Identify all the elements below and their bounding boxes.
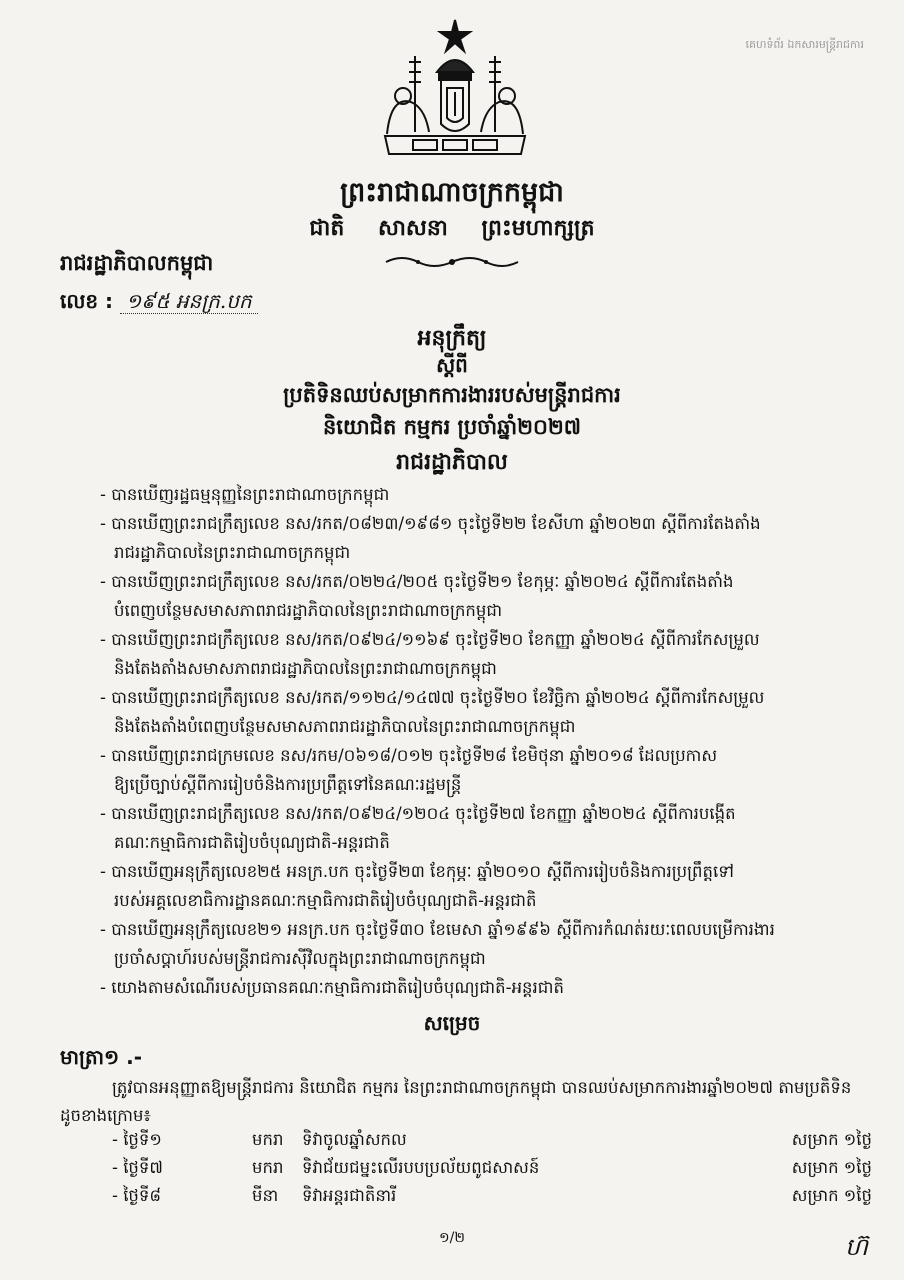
page-number: ១/២ <box>439 1230 465 1246</box>
kingdom-heading: ព្រះរាជាណាចក្រកម្ពុជា <box>340 177 564 208</box>
title-about: ស្តីពី <box>436 353 468 377</box>
handwritten-initial: ហ៊ <box>845 1233 868 1261</box>
document-type: អនុក្រឹត្យ <box>417 326 487 351</box>
holiday-name: ទិវាអន្តរជាតិនារី <box>302 1186 397 1205</box>
royal-coat-of-arms-icon <box>375 12 535 162</box>
list-item: - បានឃើញព្រះរាជក្រមលេខ នស/រកម/០៦១៨/០១២ ចុះថ្ងៃទី២៨ ខែមិថុនា ឆ្នាំ២០១៨ ដែលប្រកាស ឱ្យប្រើច្បាប់ស្តីពីការរៀបចំនិងការប្រព្រឹត្តទៅនៃគណៈរដ្ឋមន្ត្រី <box>100 746 718 794</box>
table-row <box>112 1156 872 1184</box>
list-item: - បានឃើញអនុក្រឹត្យលេខ២១ អនក្រ.បក ចុះថ្ងៃទី៣០ ខែមេសា ឆ្នាំ១៩៩៦ ស្តីពីការកំណត់រយៈពេលបម្រើការងារ ប្រចាំសប្តាហ៍របស់មន្ត្រីរាជការស៊ីវិលក្នុងព្រះរាជាណាចក្រកម្ពុជា <box>100 920 775 968</box>
considerations-list <box>100 480 870 1002</box>
list-item: - យោងតាមសំណើរបស់ប្រធានគណៈកម្មាធិការជាតិរៀបចំបុណ្យជាតិ-អន្តរជាតិ <box>100 978 564 997</box>
title-subject-line2: និយោជិត កម្មករ ប្រចាំឆ្នាំ២០២៧ <box>322 415 582 439</box>
list-item: - បានឃើញរដ្ឋធម្មនុញ្ញនៃព្រះរាជាណាចក្រកម្ពុជា <box>100 485 390 504</box>
holiday-name: ទិវាចូលឆ្នាំសកល <box>302 1130 407 1149</box>
issuing-government: រាជរដ្ឋាភិបាលកម្ពុជា <box>60 251 214 275</box>
ornament-divider-icon <box>382 254 522 270</box>
reference-value: ១៩៥ អនក្រ.បក <box>120 289 258 314</box>
list-item: - បានឃើញព្រះរាជក្រឹត្យលេខ នស/រកត/០២២៤/២០៥ ចុះថ្ងៃទី២១ ខែកុម្ភៈ ឆ្នាំ២០២៤ ស្តីពីការតែងតាំង បំពេញបន្ថែមសមាសភាពរាជរដ្ឋាភិបាលនៃព្រះរាជាណាចក្រកម្ពុជា <box>100 572 734 620</box>
list-item: - បានឃើញព្រះរាជក្រឹត្យលេខ នស/រកត/០៨២៣/១៩៨១ ចុះថ្ងៃទី២២ ខែសីហា ឆ្នាំ២០២៣ ស្តីពីការតែងតាំង រាជរដ្ឋាភិបាលនៃព្រះរាជាណាចក្រកម្ពុជា <box>100 514 761 562</box>
holiday-duration: សម្រាក ១ថ្ងៃ <box>791 1186 872 1205</box>
holiday-table <box>112 1128 872 1212</box>
reference-label: លេខ : <box>60 289 114 313</box>
decision-heading: សម្រេច <box>423 1011 481 1035</box>
title-subject-line1: ប្រតិទិនឈប់សម្រាកការងាររបស់មន្ត្រីរាជការ <box>283 383 621 407</box>
issuer-heading: រាជរដ្ឋាភិបាល <box>396 450 508 475</box>
national-motto: ជាតិ សាសនា ព្រះមហាក្សត្រ <box>309 216 595 241</box>
holiday-day: - ថ្ងៃទី១ <box>112 1130 162 1149</box>
list-item: - បានឃើញព្រះរាជក្រឹត្យលេខ នស/រកត/១១២៤/១៤៧៧ ចុះថ្ងៃទី២០ ខែវិច្ឆិកា ឆ្នាំ២០២៤ ស្តីពីការកែសម្រួល និងតែងតាំងបំពេញបន្ថែមសមាសភាពរាជរដ្ឋាភិបាលនៃព្រះរាជាណាចក្រកម្ពុជា <box>100 688 765 736</box>
holiday-duration: សម្រាក ១ថ្ងៃ <box>791 1130 872 1149</box>
reference-number <box>60 288 258 318</box>
article-body: ត្រូវបានអនុញ្ញាតឱ្យមន្ត្រីរាជការ និយោជិត កម្មករ នៃព្រះរាជាណាចក្រកម្ពុជា បានឈប់សម្រាកការងារឆ្នាំ២០២៧ តាមប្រតិទិន ដូចខាងក្រោម៖ <box>60 1078 852 1125</box>
holiday-day: - ថ្ងៃទី៨ <box>112 1186 162 1205</box>
list-item: - បានឃើញអនុក្រឹត្យលេខ២៥ អនក្រ.បក ចុះថ្ងៃទី២៣ ខែកុម្ភៈ ឆ្នាំ២០១០ ស្តីពីការរៀបចំនិងការប្រព្រឹត្តទៅ របស់អគ្គលេខាធិការដ្ឋានគណៈកម្មាធិការជាតិរៀបចំបុណ្យជាតិ-អន្តរជាតិ <box>100 862 734 910</box>
table-row <box>112 1128 872 1156</box>
list-item: - បានឃើញព្រះរាជក្រឹត្យលេខ នស/រកត/០៩២៤/១១៦៩ ចុះថ្ងៃទី២០ ខែកញ្ញា ឆ្នាំ២០២៤ ស្តីពីការកែសម្រួល និងតែងតាំងសមាសភាពរាជរដ្ឋាភិបាលនៃព្រះរាជាណាចក្រកម្ពុជា <box>100 630 760 678</box>
website-watermark: គេហទំព័រ ឯកសារមន្ត្រីរាជការ <box>745 38 864 51</box>
table-row <box>112 1184 872 1212</box>
article-title: មាត្រា១ .- <box>60 1045 143 1069</box>
holiday-duration: សម្រាក ១ថ្ងៃ <box>791 1158 872 1177</box>
holiday-day: - ថ្ងៃទី៧ <box>112 1158 163 1177</box>
holiday-month: មីនា <box>252 1186 279 1205</box>
list-item: - បានឃើញព្រះរាជក្រឹត្យលេខ នស/រកត/០៩២៤/១២០៤ ចុះថ្ងៃទី២៧ ខែកញ្ញា ឆ្នាំ២០២៤ ស្តីពីការបង្កើត គណៈកម្មាធិការជាតិរៀបចំបុណ្យជាតិ-អន្តរជាតិ <box>100 804 736 852</box>
holiday-month: មករា <box>252 1130 284 1149</box>
holiday-month: មករា <box>252 1158 284 1177</box>
holiday-name: ទិវាជ័យជម្នះលើរបបប្រល័យពូជសាសន៍ <box>302 1158 540 1177</box>
